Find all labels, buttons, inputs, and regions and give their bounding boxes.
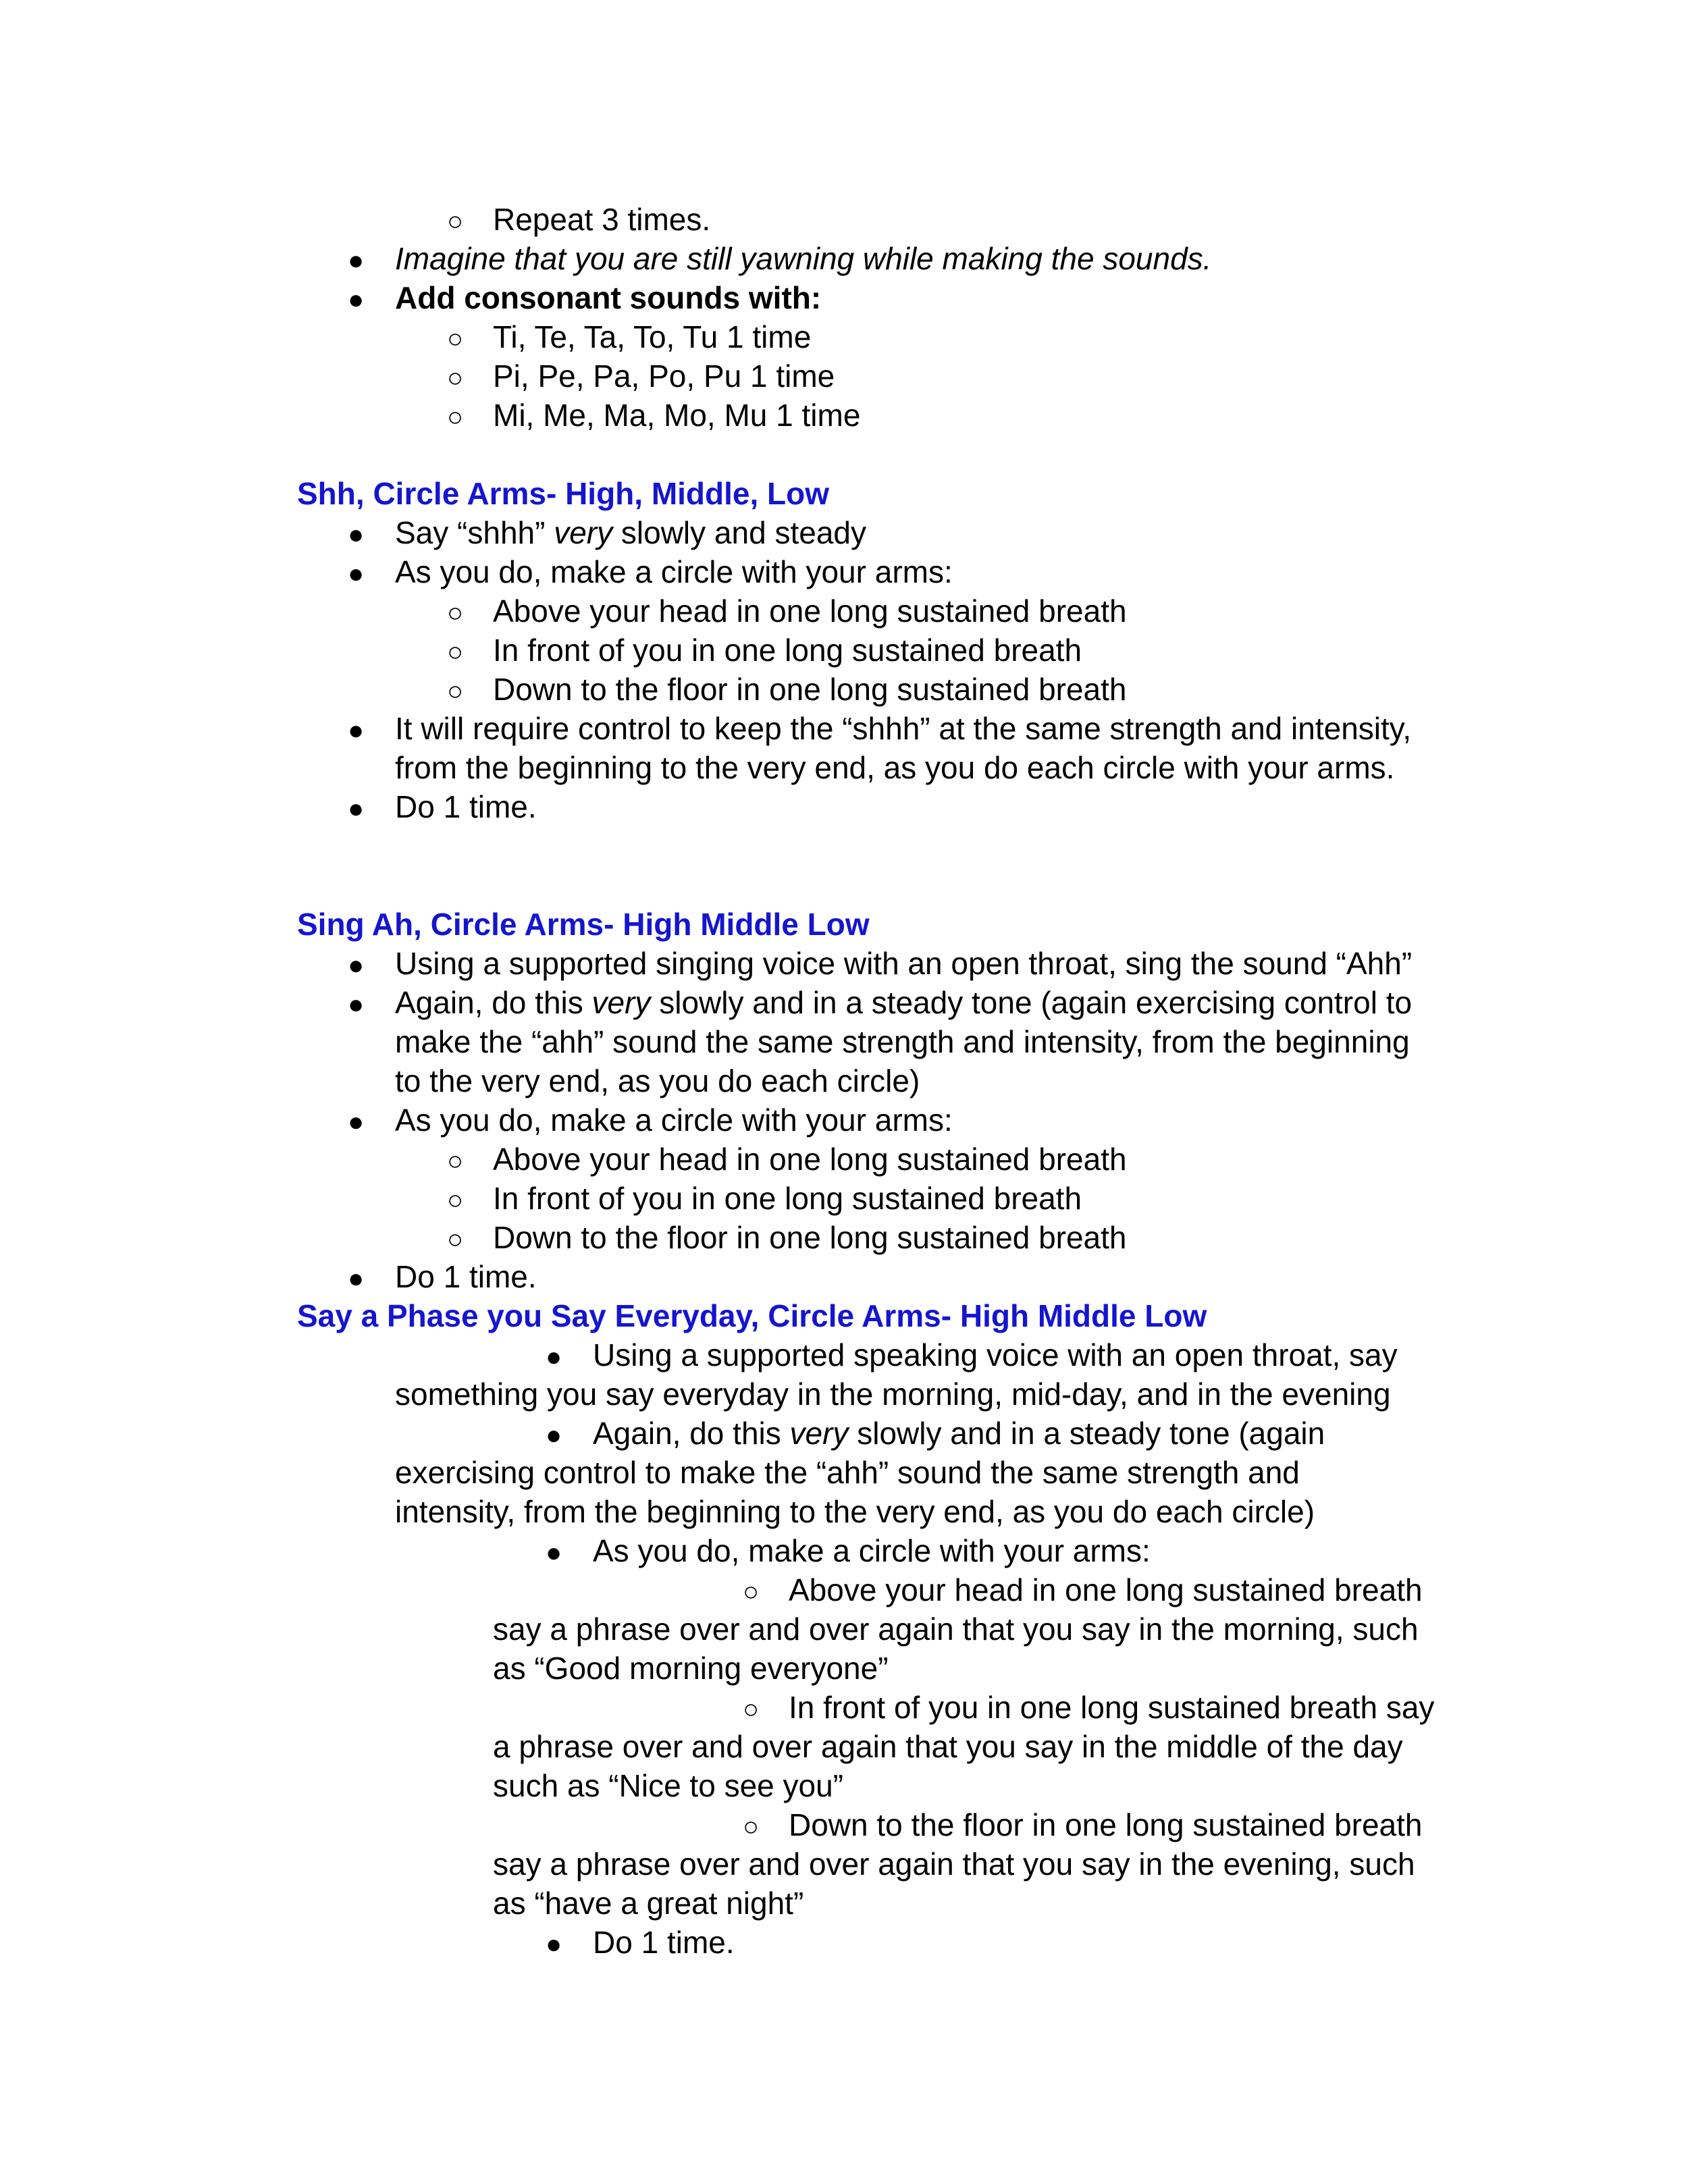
sing-do-once: Do 1 time. <box>395 1259 537 1294</box>
bullet-hollow-icon: ○ <box>447 363 464 393</box>
phrase-above-line-1: Above your head in one long sustained breath <box>789 1572 1423 1607</box>
phrase-again-line-3: intensity, from the beginning to the very end, as you do each circle) <box>395 1494 1315 1529</box>
bullet-hollow-icon: ○ <box>743 1695 760 1724</box>
phrase-using-line-1: Using a supported speaking voice with an open throat, say <box>593 1337 1398 1373</box>
bullet-icon: ● <box>348 1264 365 1294</box>
phrase-front-line-3: such as “Nice to see you” <box>493 1768 844 1803</box>
phrase-front-line-2: a phrase over and over again that you say in the middle of the day <box>493 1729 1403 1764</box>
phrase-down-line-2: say a phrase over and over again that you say in the evening, such <box>493 1846 1415 1882</box>
bullet-hollow-icon: ○ <box>743 1577 760 1607</box>
circle-item: Down to the floor in one long sustained breath <box>493 1220 1127 1255</box>
phrase-above-line-3: as “Good morning everyone” <box>493 1651 889 1686</box>
phrase-again-line-1: Again, do this very slowly and in a steady tone (again <box>593 1416 1325 1451</box>
circle-item: In front of you in one long sustained breath <box>493 633 1082 668</box>
bullet-icon: ● <box>348 951 365 980</box>
bullet-icon: ● <box>348 990 365 1019</box>
bullet-icon: ● <box>348 1107 365 1137</box>
bullet-icon: ● <box>348 520 365 550</box>
circle-item: In front of you in one long sustained breath <box>493 1181 1082 1216</box>
circle-item: Down to the floor in one long sustained breath <box>493 672 1127 707</box>
imagine-text: Imagine that you are still yawning while making the sounds. <box>395 241 1212 276</box>
bullet-hollow-icon: ○ <box>447 1225 464 1254</box>
bullet-icon: ● <box>348 246 365 275</box>
shh-control-line-2: from the beginning to the very end, as you do each circle with your arms. <box>395 750 1395 785</box>
phrase-down-line-3: as “have a great night” <box>493 1886 804 1921</box>
bullet-icon: ● <box>546 1538 562 1568</box>
sing-again-line-2: make the “ahh” sound the same strength and intensity, from the beginning <box>395 1024 1410 1059</box>
shh-control-line-1: It will require control to keep the “shhh” at the same strength and intensity, <box>395 711 1412 746</box>
sing-heading: Sing Ah, Circle Arms- High Middle Low <box>297 907 870 942</box>
phrase-again-line-2: exercising control to make the “ahh” sound the same strength and <box>395 1455 1300 1490</box>
circle-item: Above your head in one long sustained breath <box>493 593 1127 629</box>
add-consonant-text: Add consonant sounds with: <box>395 280 822 315</box>
bullet-icon: ● <box>546 1929 562 1959</box>
phrase-as-you-do: As you do, make a circle with your arms: <box>593 1533 1151 1568</box>
bullet-icon: ● <box>546 1342 562 1372</box>
bullet-hollow-icon: ○ <box>447 402 464 432</box>
phrase-using-line-2: something you say everyday in the morning, mid-day, and in the evening <box>395 1377 1391 1412</box>
shh-say-text: Say “shhh” very slowly and steady <box>395 515 866 550</box>
consonant-item: Mi, Me, Ma, Mo, Mu 1 time <box>493 398 861 433</box>
bullet-hollow-icon: ○ <box>447 1146 464 1176</box>
phrase-above-line-2: say a phrase over and over again that you say in the morning, such <box>493 1612 1419 1647</box>
bullet-icon: ● <box>348 559 365 589</box>
phrase-front-line-1: In front of you in one long sustained breath say <box>789 1690 1435 1725</box>
sing-as-you-do: As you do, make a circle with your arms: <box>395 1102 953 1138</box>
bullet-icon: ● <box>348 285 365 315</box>
sing-again-line-1: Again, do this very slowly and in a steady tone (again exercising control to <box>395 985 1413 1020</box>
phrase-heading: Say a Phase you Say Everyday, Circle Arms- High Middle Low <box>297 1298 1207 1333</box>
bullet-hollow-icon: ○ <box>447 207 464 236</box>
sing-using-text: Using a supported singing voice with an open throat, sing the sound “Ahh” <box>395 946 1413 981</box>
bullet-hollow-icon: ○ <box>447 598 464 628</box>
bullet-hollow-icon: ○ <box>447 324 464 354</box>
bullet-hollow-icon: ○ <box>743 1812 760 1842</box>
bullet-icon: ● <box>348 716 365 745</box>
consonant-item: Pi, Pe, Pa, Po, Pu 1 time <box>493 358 835 394</box>
bullet-icon: ● <box>348 794 365 824</box>
repeat-text: Repeat 3 times. <box>493 202 711 237</box>
sing-again-line-3: to the very end, as you do each circle) <box>395 1063 920 1098</box>
shh-heading: Shh, Circle Arms- High, Middle, Low <box>297 476 830 511</box>
bullet-hollow-icon: ○ <box>447 1186 464 1215</box>
phrase-down-line-1: Down to the floor in one long sustained breath <box>789 1807 1423 1842</box>
shh-do-once: Do 1 time. <box>395 789 537 824</box>
bullet-hollow-icon: ○ <box>447 676 464 706</box>
consonant-item: Ti, Te, Ta, To, Tu 1 time <box>493 319 812 354</box>
bullet-icon: ● <box>546 1420 562 1450</box>
circle-item: Above your head in one long sustained breath <box>493 1142 1127 1177</box>
bullet-hollow-icon: ○ <box>447 637 464 667</box>
shh-as-you-do: As you do, make a circle with your arms: <box>395 554 953 589</box>
phrase-do-once: Do 1 time. <box>593 1925 735 1960</box>
